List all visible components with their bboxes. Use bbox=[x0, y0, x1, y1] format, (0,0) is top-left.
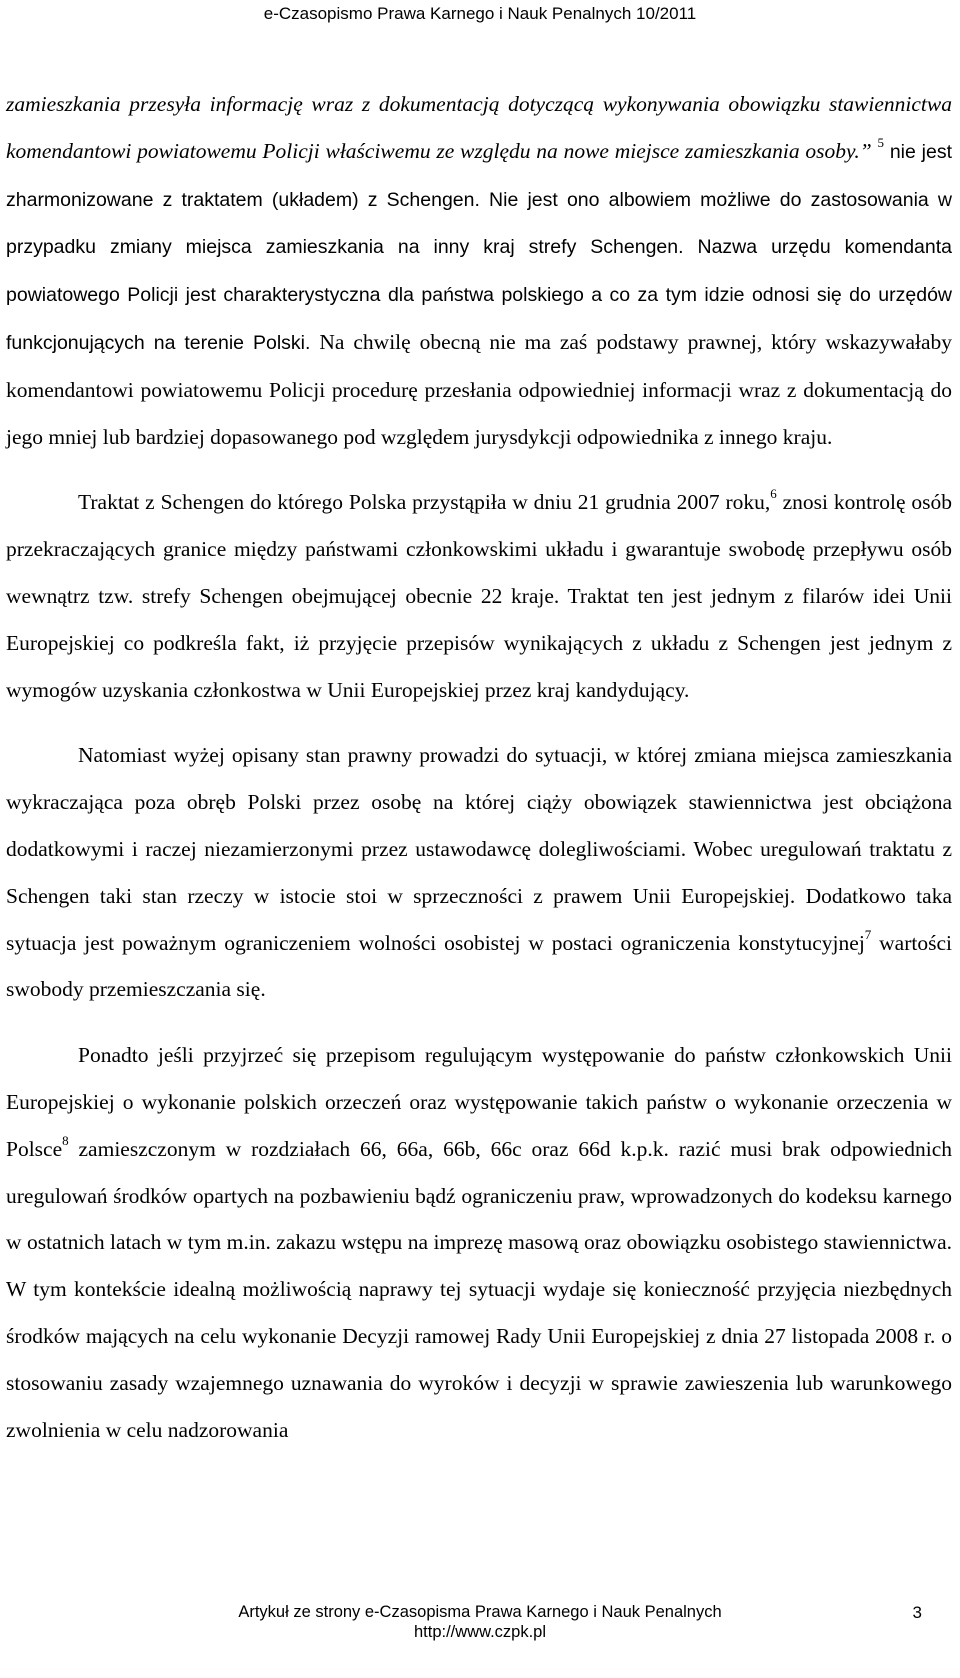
paragraph-2-text-b: znosi kontrolę osób przekraczających granice między państwami członkowskimi układu i gwarantuje swobodę przepływu osób wewnątrz tzw. strefy Schengen obejmującej obecnie 22 kraje. Traktat ten jest jednym z filarów idei Unii Europejskiej co podkreśla fakt, iż przyjęcie przepisów wynikających z układu z Schengen jest jednym z wymogów uzyskania członkostwa w Unii Europejskiej przez kraj kandydujący. bbox=[6, 490, 952, 702]
paragraph-1 bbox=[6, 81, 952, 460]
paragraph-3-text-b: wartości swobody przemieszczania się. bbox=[6, 930, 952, 1002]
paragraph-1-rest: Na chwilę obecną nie ma zaś podstawy prawnej, który wskazywałaby komendantowi powiatowemu Policji procedurę przesłania odpowiedniej informacji wraz z dokumentacją do jego mniej lub bardziej dopasowanego pod względem jurysdykcji odpowiednika z innego kraju. bbox=[6, 329, 953, 449]
footnote-ref-8[interactable]: 8 bbox=[62, 1132, 69, 1148]
paragraph-4-text-b: zamieszczonym w rozdziałach 66, 66a, 66b, 66c oraz 66d k.p.k. razić musi brak odpowiednich uregulowań środków opartych na pozbawieniu bądź ograniczeniu praw, wprowadzonych do kodeksu karnego w ostatnich latach w tym m.in. zakazu wstępu na imprezę masową oraz obowiązku osobistego stawiennictwa. W tym kontekście idealną możliwością naprawy tej sytuacji wydaje się konieczność przyjęcia niezbędnych środków mających na celu wykonanie Decyzji ramowej Rady Unii Europejskiej z dnia 27 listopada 2008 r. o stosowaniu zasady wzajemnego uznawania do wyroków i decyzji w sprawie zawieszenia lub warunkowego zwolnienia w celu nadzorowania bbox=[6, 1136, 952, 1442]
footnote-ref-5[interactable]: 5 bbox=[877, 134, 884, 150]
footer-url[interactable]: http://www.czpk.pl bbox=[413, 1623, 547, 1641]
paragraph-2-text-a: Traktat z Schengen do którego Polska przystąpiła w dniu 21 grudnia 2007 roku, bbox=[78, 490, 771, 515]
page-number: 3 bbox=[912, 1603, 922, 1622]
article-body bbox=[6, 81, 952, 1453]
paragraph-4 bbox=[6, 1032, 952, 1453]
paragraph-4-text-a: Ponadto jeśli przyjrzeć się przepisom regulującym występowanie do państw członkowskich Unii Europejskiej o wykonanie polskich orzeczeń oraz występowanie takich państw o wykonanie orzeczenia w Polsce bbox=[6, 1043, 952, 1161]
paragraph-3-text-a: Natomiast wyżej opisany stan prawny prowadzi do sytuacji, w której zmiana miejsca zamieszkania wykraczająca poza obręb Polski przez osobę na której ciąży obowiązek stawiennictwa jest obciążona dodatkowymi i raczej niezamierzonymi przez ustawodawcę dolegliwościami. Wobec uregulowań traktatu z Schengen taki stan rzeczy w istocie stoi w sprzeczności z prawem Unii Europejskiej. Dodatkowo taka sytuacja jest poważnym ograniczeniem wolności osobistej w postaci ograniczenia konstytucyjnej bbox=[6, 743, 952, 955]
paragraph-2 bbox=[6, 479, 952, 713]
quoted-text: zamieszkania przesyła informację wraz z dokumentacją dotyczącą wykonywania obowiązku stawiennictwa komendantowi powiatowemu Policji właściwemu ze względu na nowe miejsce zamieszkania osoby.” bbox=[6, 92, 952, 163]
running-header: e-Czasopismo Prawa Karnego i Nauk Penalnych 10/2011 bbox=[263, 4, 697, 23]
footnote-ref-7[interactable]: 7 bbox=[864, 926, 872, 942]
footer-source: Artykuł ze strony e-Czasopisma Prawa Karnego i Nauk Penalnych bbox=[238, 1603, 722, 1621]
sans-text: nie jest zharmonizowane z traktatem (układem) z Schengen. Nie jest ono albowiem możliwe do zastosowania w przypadku zmiany miejsca zamieszkania na inny kraj strefy Schengen. Nazwa urzędu komendanta powiatowego Policji jest charakterystyczna dla państwa polskiego a co za tym idzie odnosi się do urzędów funkcjonujących na terenie Polski. bbox=[6, 140, 953, 354]
footnote-ref-6[interactable]: 6 bbox=[770, 486, 777, 502]
page-footer bbox=[0, 1602, 960, 1642]
paragraph-3 bbox=[6, 732, 952, 1013]
